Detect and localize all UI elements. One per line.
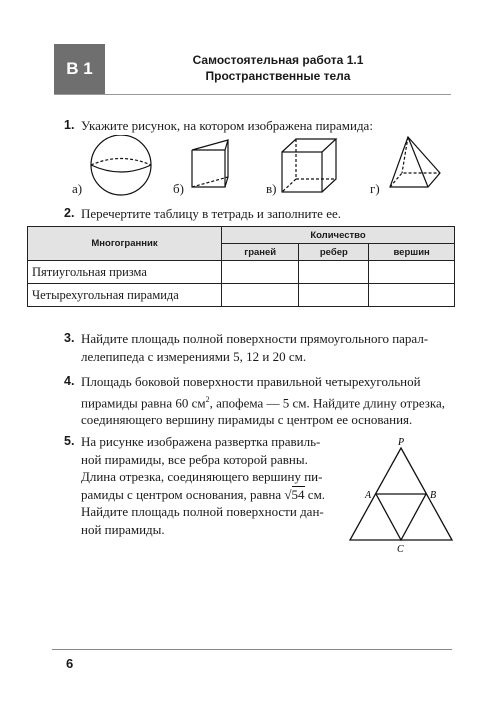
- prism-figure: [192, 140, 228, 187]
- task-text: Укажите рисунок, на котором изображена пирамида:: [81, 118, 373, 133]
- figure-label-g: г): [370, 181, 380, 196]
- polyhedra-table: [27, 226, 455, 307]
- figure-label-a: а): [72, 181, 83, 196]
- table-header-faces: граней: [222, 244, 299, 261]
- cube-figure: [282, 139, 336, 192]
- task-number: 4.: [64, 374, 75, 388]
- table-header-polyhedron: Многогранник: [28, 227, 222, 261]
- task-3: [64, 330, 456, 365]
- footer-rule: [52, 649, 452, 650]
- task-1: [64, 117, 464, 135]
- point-b: B: [430, 490, 437, 501]
- task-text-line: На рисунке изображена развертка правиль-: [81, 434, 321, 449]
- point-p: P: [398, 437, 405, 448]
- task-text-line: Найдите площадь полной поверхности прямоугольного парал-: [81, 331, 429, 346]
- table-header-edges: ребер: [299, 244, 369, 261]
- sqrt-radicand: 54: [291, 486, 305, 502]
- point-c: C: [397, 544, 404, 555]
- pyramid-net-diagram: [340, 436, 460, 556]
- pyramid-figure: [390, 137, 440, 187]
- task-text-line: Длина отрезка, соединяющего вершину пи-: [81, 469, 323, 484]
- task-4: [64, 373, 456, 429]
- table-row: [28, 261, 455, 284]
- superscript: 2: [205, 394, 210, 404]
- worksheet-header: [54, 44, 451, 95]
- task-text: Перечертите таблицу в тетрадь и заполните ее.: [81, 206, 341, 221]
- task-text-line: Площадь боковой поверхности правильной четырехугольной: [81, 374, 421, 389]
- sphere-figure: [91, 135, 151, 195]
- task-text-line: рамиды с центром основания, равна: [81, 486, 282, 502]
- task-1-figures: [60, 135, 460, 205]
- task-number: 5.: [64, 434, 75, 448]
- task-text-line: соединяющего вершину пирамиды с центром ее основания.: [81, 412, 413, 428]
- worksheet-title: Самостоятельная работа 1.1: [192, 53, 364, 67]
- task-text-line: ной пирамиды.: [81, 521, 165, 537]
- task-text-line: , апофема — 5 см. Найдите длину отрезка,: [209, 394, 446, 410]
- task-text-line: Найдите площадь полной поверхности дан-: [81, 504, 324, 519]
- task-number: 1.: [64, 118, 75, 132]
- task-5: [64, 433, 344, 538]
- table-row: [28, 284, 455, 307]
- task-number: 3.: [64, 331, 75, 345]
- task-number: 2.: [64, 206, 75, 220]
- task-text-line: см.: [307, 486, 326, 502]
- worksheet-subtitle: Пространственные тела: [205, 69, 351, 83]
- task-text-line: лелепипеда с измерениями 5, 12 и 20 см.: [81, 348, 307, 364]
- variant-badge: В 1: [54, 44, 105, 94]
- task-2: [64, 205, 464, 223]
- row-label: Четырехугольная пирамида: [28, 284, 222, 307]
- point-a: A: [365, 490, 372, 501]
- row-label: Пятиугольная призма: [28, 261, 222, 284]
- table-header-count: Количество: [222, 227, 455, 244]
- page-number: 6: [66, 656, 74, 671]
- task-text-line: ной пирамиды, все ребра которой равны.: [81, 451, 308, 467]
- figure-label-b: б): [173, 181, 184, 196]
- table-header-vertices: вершин: [369, 244, 455, 261]
- task-text-line: пирамиды равна 60 см: [81, 394, 206, 410]
- figure-label-v: в): [266, 181, 277, 196]
- sqrt-expression: √54: [284, 486, 305, 502]
